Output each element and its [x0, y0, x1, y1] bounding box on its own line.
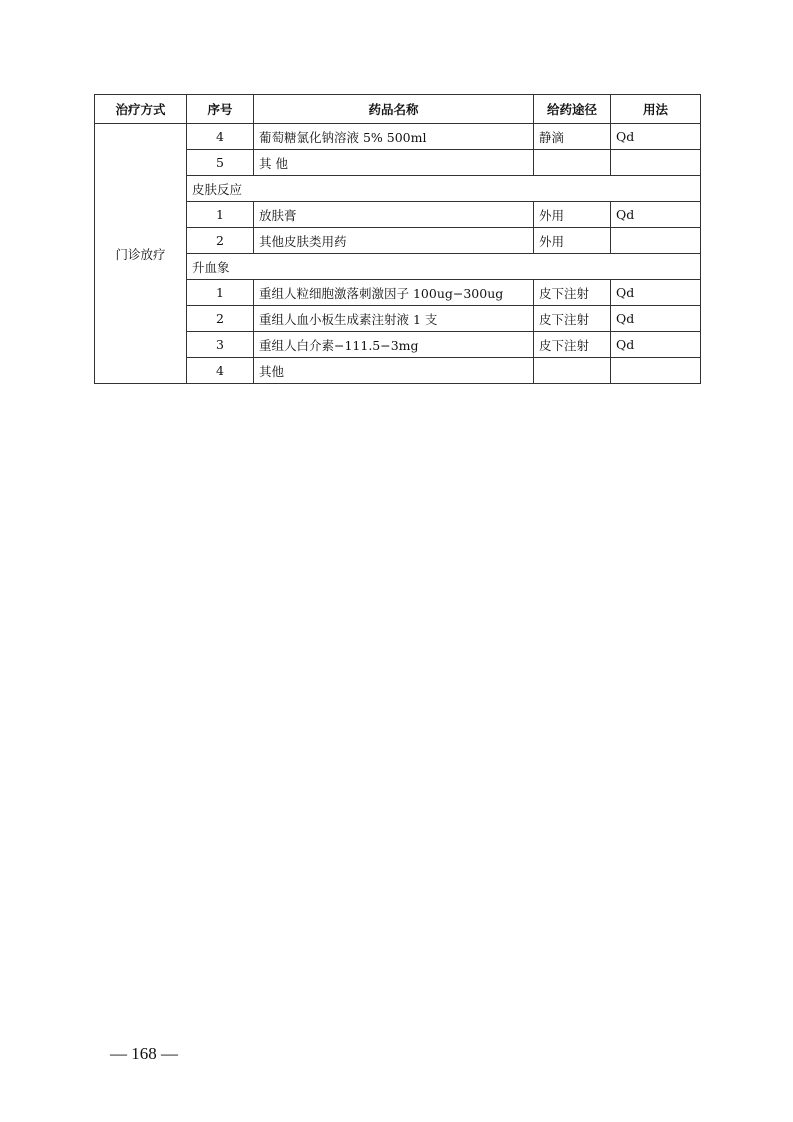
usage: Qd — [611, 280, 701, 306]
usage: Qd — [611, 202, 701, 228]
serial-number: 2 — [187, 228, 254, 254]
route: 皮下注射 — [534, 332, 611, 358]
route: 外用 — [534, 202, 611, 228]
drug-name: 放肤膏 — [254, 202, 534, 228]
header-route: 给药途径 — [534, 95, 611, 124]
group-label-blood-count: 升血象 — [187, 254, 701, 280]
serial-number: 1 — [187, 280, 254, 306]
drug-name: 其 他 — [254, 150, 534, 176]
header-drug-name: 药品名称 — [254, 95, 534, 124]
drug-name: 其他 — [254, 358, 534, 384]
usage: Qd — [611, 124, 701, 150]
route: 皮下注射 — [534, 306, 611, 332]
route: 静滴 — [534, 124, 611, 150]
route: 皮下注射 — [534, 280, 611, 306]
group-label-skin-reaction: 皮肤反应 — [187, 176, 701, 202]
drug-name: 重组人白介素−111.5−3mg — [254, 332, 534, 358]
usage: Qd — [611, 306, 701, 332]
treatment-mode-cell: 门诊放疗 — [95, 124, 187, 384]
table-row — [95, 124, 701, 150]
drug-name: 葡萄糖氯化钠溶液 5% 500ml — [254, 124, 534, 150]
serial-number: 3 — [187, 332, 254, 358]
serial-number: 2 — [187, 306, 254, 332]
header-usage: 用法 — [611, 95, 701, 124]
route — [534, 358, 611, 384]
usage: Qd — [611, 332, 701, 358]
serial-number: 4 — [187, 358, 254, 384]
usage — [611, 358, 701, 384]
header-serial-number: 序号 — [187, 95, 254, 124]
drug-name: 重组人血小板生成素注射液 1 支 — [254, 306, 534, 332]
drug-table — [94, 94, 701, 384]
usage — [611, 150, 701, 176]
table-body — [95, 124, 701, 384]
drug-name: 其他皮肤类用药 — [254, 228, 534, 254]
header-treatment-mode: 治疗方式 — [95, 95, 187, 124]
page-number: — 168 — — [110, 1044, 178, 1063]
route — [534, 150, 611, 176]
route: 外用 — [534, 228, 611, 254]
serial-number: 5 — [187, 150, 254, 176]
serial-number: 4 — [187, 124, 254, 150]
drug-name: 重组人粒细胞激落刺激因子 100ug−300ug — [254, 280, 534, 306]
serial-number: 1 — [187, 202, 254, 228]
header-row — [95, 95, 701, 124]
usage — [611, 228, 701, 254]
